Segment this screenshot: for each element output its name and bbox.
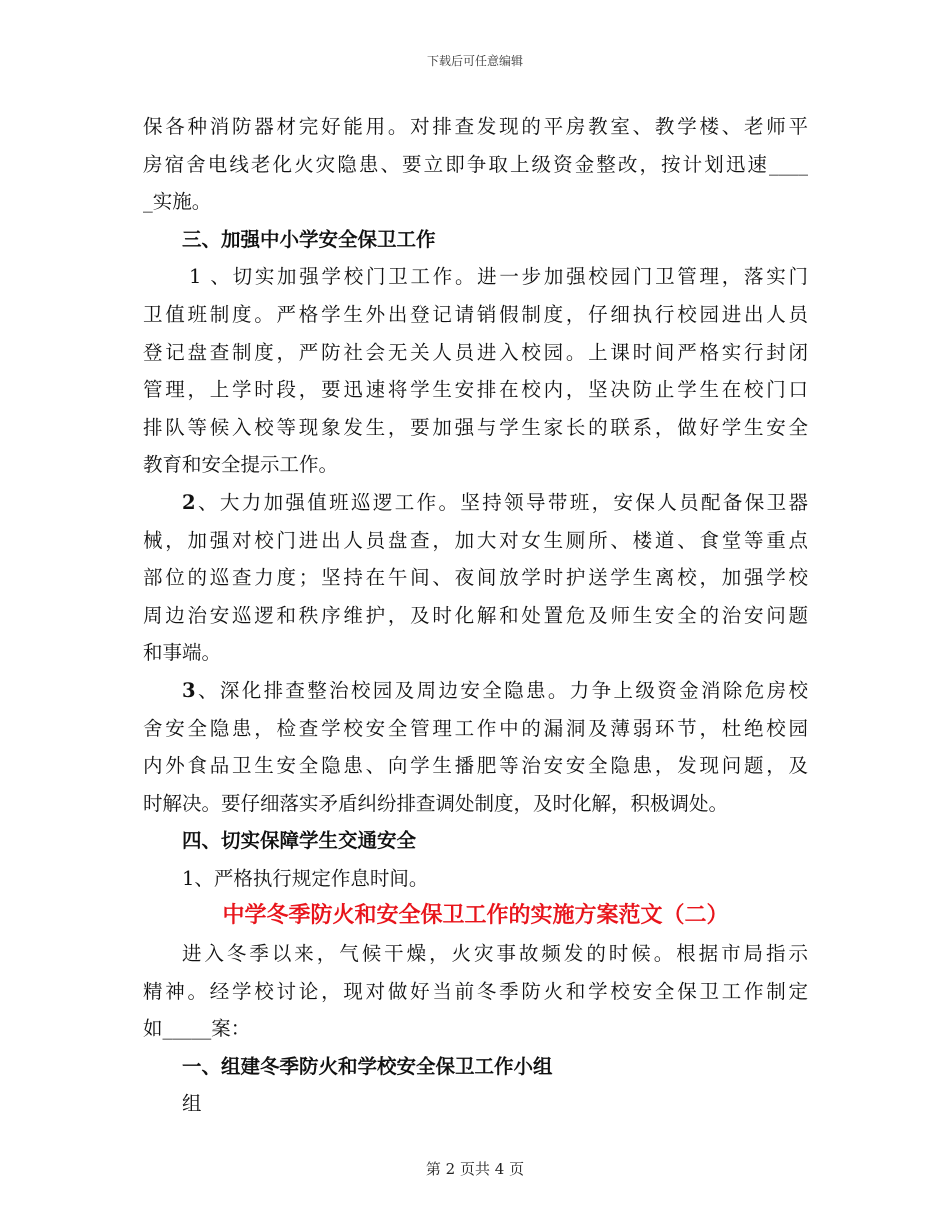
paragraph-line: 1、严格执行规定作息时间。 [182, 866, 429, 890]
paragraph-line: 内外食品卫生安全隐患、向学生播肥等治安安全隐患，发现问题，及 [143, 754, 808, 778]
page-header: 下载后可任意编辑 [426, 54, 523, 68]
paragraph-line: 械，加强对校门进出人员盘查，加大对女生厕所、楼道、食堂等重点 [143, 528, 808, 552]
paragraph-line [143, 672, 808, 710]
paragraph-line: 管理，上学时段，要迅速将学生安排在校内，坚决防止学生在校门口 [143, 378, 808, 402]
item-number: 2 [182, 490, 196, 514]
paragraph-line: _实施。 [143, 190, 212, 214]
document-body [143, 108, 808, 1123]
paragraph-line: 部位的巡查力度；坚持在午间、夜间放学时护送学生离校，加强学校 [143, 566, 808, 590]
paragraph-line: 舍安全隐患，检查学校安全管理工作中的漏洞及薄弱环节，杜绝校园 [143, 716, 808, 740]
paragraph-text: 、深化排查整治校园及周边安全隐患。力争上级资金消除危房校 [195, 678, 808, 702]
paragraph-line: 排队等候入校等现象发生，要加强与学生家长的联系，做好学生安全 [143, 415, 808, 439]
paragraph-line: 登记盘查制度，严防社会无关人员进入校园。上课时间严格实行封闭 [143, 340, 808, 364]
paragraph-line: 卫值班制度。严格学生外出登记请销假制度，仔细执行校园进出人员 [143, 302, 808, 326]
paragraph-line: 精神。经学校讨论，现对做好当前冬季防火和学校安全保卫工作制定 [143, 979, 808, 1003]
paragraph-line: 教育和安全提示工作。 [143, 453, 339, 477]
paragraph-line: 周边治安巡逻和秩序维护，及时化解和处置危及师生安全的治安问题 [143, 603, 808, 627]
paragraph-line [143, 484, 808, 522]
paragraph-line: 时解决。要仔细落实矛盾纠纷排查调处制度，及时化解，积极调处。 [143, 791, 729, 815]
paragraph-line: 房宿舍电线老化火灾隐患、要立即争取上级资金整改，按计划迅速____ [143, 152, 808, 176]
section-heading-1: 一、组建冬季防火和学校安全保卫工作小组 [182, 1054, 553, 1078]
document-title: 中学冬季防火和安全保卫工作的实施方案范文（二） [222, 902, 729, 929]
paragraph-line: 组 [182, 1092, 202, 1116]
paragraph-line: 如_____案： [143, 1017, 251, 1041]
paragraph-line: 保各种消防器材完好能用。对排查发现的平房教室、教学楼、老师平 [143, 115, 808, 138]
paragraph-text: 、大力加强值班巡逻工作。坚持领导带班，安保人员配备保卫器 [195, 490, 808, 514]
item-number: 3 [182, 678, 196, 702]
paragraph-line: 进入冬季以来，气候干燥，火灾事故频发的时候。根据市局指示 [182, 942, 808, 966]
page-footer: 第 2 页共 4 页 [425, 1160, 525, 1178]
section-heading-4: 四、切实保障学生交通安全 [182, 829, 417, 853]
section-heading-3: 三、加强中小学安全保卫工作 [182, 227, 436, 251]
paragraph-line: 和事端。 [143, 641, 222, 665]
paragraph-line: 1 、切实加强学校门卫工作。进一步加强校园门卫管理，落实门 [189, 265, 808, 289]
